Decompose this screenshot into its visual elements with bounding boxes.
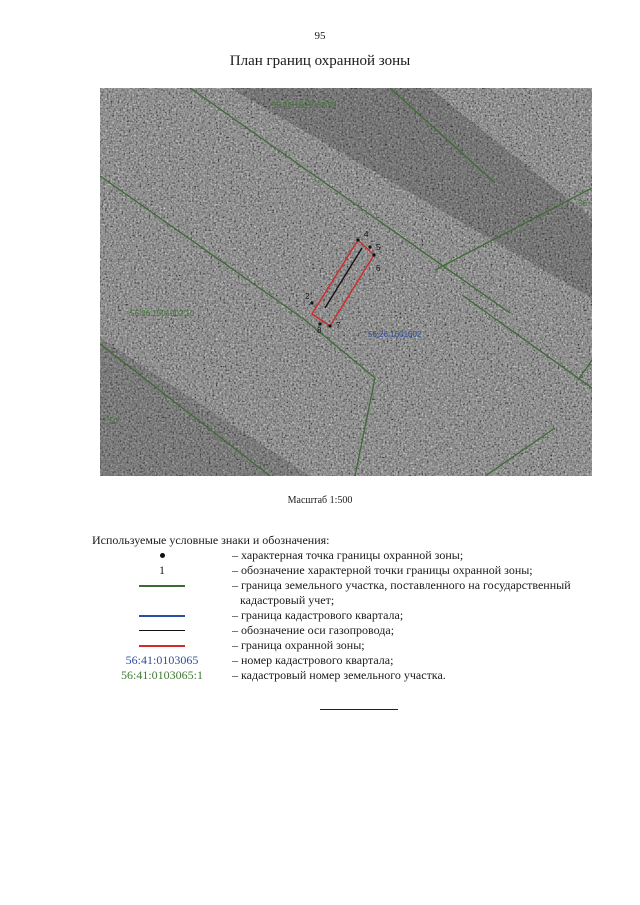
quarter-number-sample: 56:41:0103065 <box>125 653 199 667</box>
legend-symbol <box>92 563 232 578</box>
point-label: 6 <box>376 264 381 273</box>
parcel-label: 2:10 <box>102 417 118 426</box>
parcel-label: 56:26:1501002:59 <box>272 101 337 110</box>
satellite-map <box>100 88 592 476</box>
legend-symbol <box>92 668 232 683</box>
legend-symbol <box>92 638 232 653</box>
legend-item <box>92 638 612 653</box>
legend-symbol <box>92 623 232 638</box>
point-label: 5 <box>376 243 381 252</box>
point-number-sample: 1 <box>159 563 165 577</box>
legend-item <box>92 653 612 668</box>
map-scale: Масштаб 1:500 <box>287 495 353 506</box>
legend-symbol <box>92 608 232 623</box>
legend-symbol <box>92 548 232 563</box>
axis-line-sample <box>139 630 185 631</box>
point-label: 7 <box>336 321 341 330</box>
legend-text: – обозначение оси газопровода; <box>232 623 395 637</box>
zone-line-sample <box>139 645 185 647</box>
boundary-point <box>372 253 375 256</box>
parcel-line-sample <box>139 585 185 587</box>
page-title: План границ охранной зоны <box>229 53 411 69</box>
boundary-point <box>356 238 359 241</box>
legend-heading: Используемые условные знаки и обозначения: <box>92 533 330 547</box>
legend-text: кадастровый учет; <box>240 593 335 607</box>
legend-item <box>92 548 612 563</box>
map-canvas <box>100 88 592 476</box>
legend-text: – граница охранной зоны; <box>232 638 365 652</box>
legend-text: – граница земельного участка, поставленного на государственный <box>232 578 571 592</box>
parcel-number-sample: 56:41:0103065:1 <box>120 668 203 682</box>
legend-item <box>92 668 612 683</box>
legend-item <box>92 578 612 593</box>
point-label: 4 <box>364 230 369 239</box>
point-label: 8 <box>317 326 322 335</box>
legend-text: – граница кадастрового квартала; <box>232 608 404 622</box>
legend-item <box>92 593 612 608</box>
boundary-point <box>328 324 331 327</box>
legend-text: – характерная точка границы охранной зоны; <box>232 548 464 562</box>
legend-symbol <box>92 653 232 668</box>
boundary-point <box>310 301 313 304</box>
legend-text: – номер кадастрового квартала; <box>232 653 394 667</box>
boundary-point <box>368 245 371 248</box>
end-rule <box>320 709 398 710</box>
legend-item <box>92 563 612 578</box>
quarter-line-sample <box>139 615 185 617</box>
legend-text: – обозначение характерной точки границы охранной зоны; <box>232 563 533 577</box>
page-number: 95 <box>314 30 326 42</box>
legend-text: – кадастровый номер земельного участка. <box>232 668 446 682</box>
legend-item <box>92 608 612 623</box>
legend <box>92 548 612 683</box>
legend-symbol <box>92 593 232 608</box>
parcel-label: 56 <box>578 199 587 208</box>
quarter-label: 56:26:1501002 <box>368 330 422 339</box>
parcel-label: 56:26:1501002:10 <box>130 309 195 318</box>
dot-icon <box>160 553 165 558</box>
point-label: 2 <box>305 292 310 301</box>
legend-item <box>92 623 612 638</box>
legend-symbol <box>92 578 232 593</box>
